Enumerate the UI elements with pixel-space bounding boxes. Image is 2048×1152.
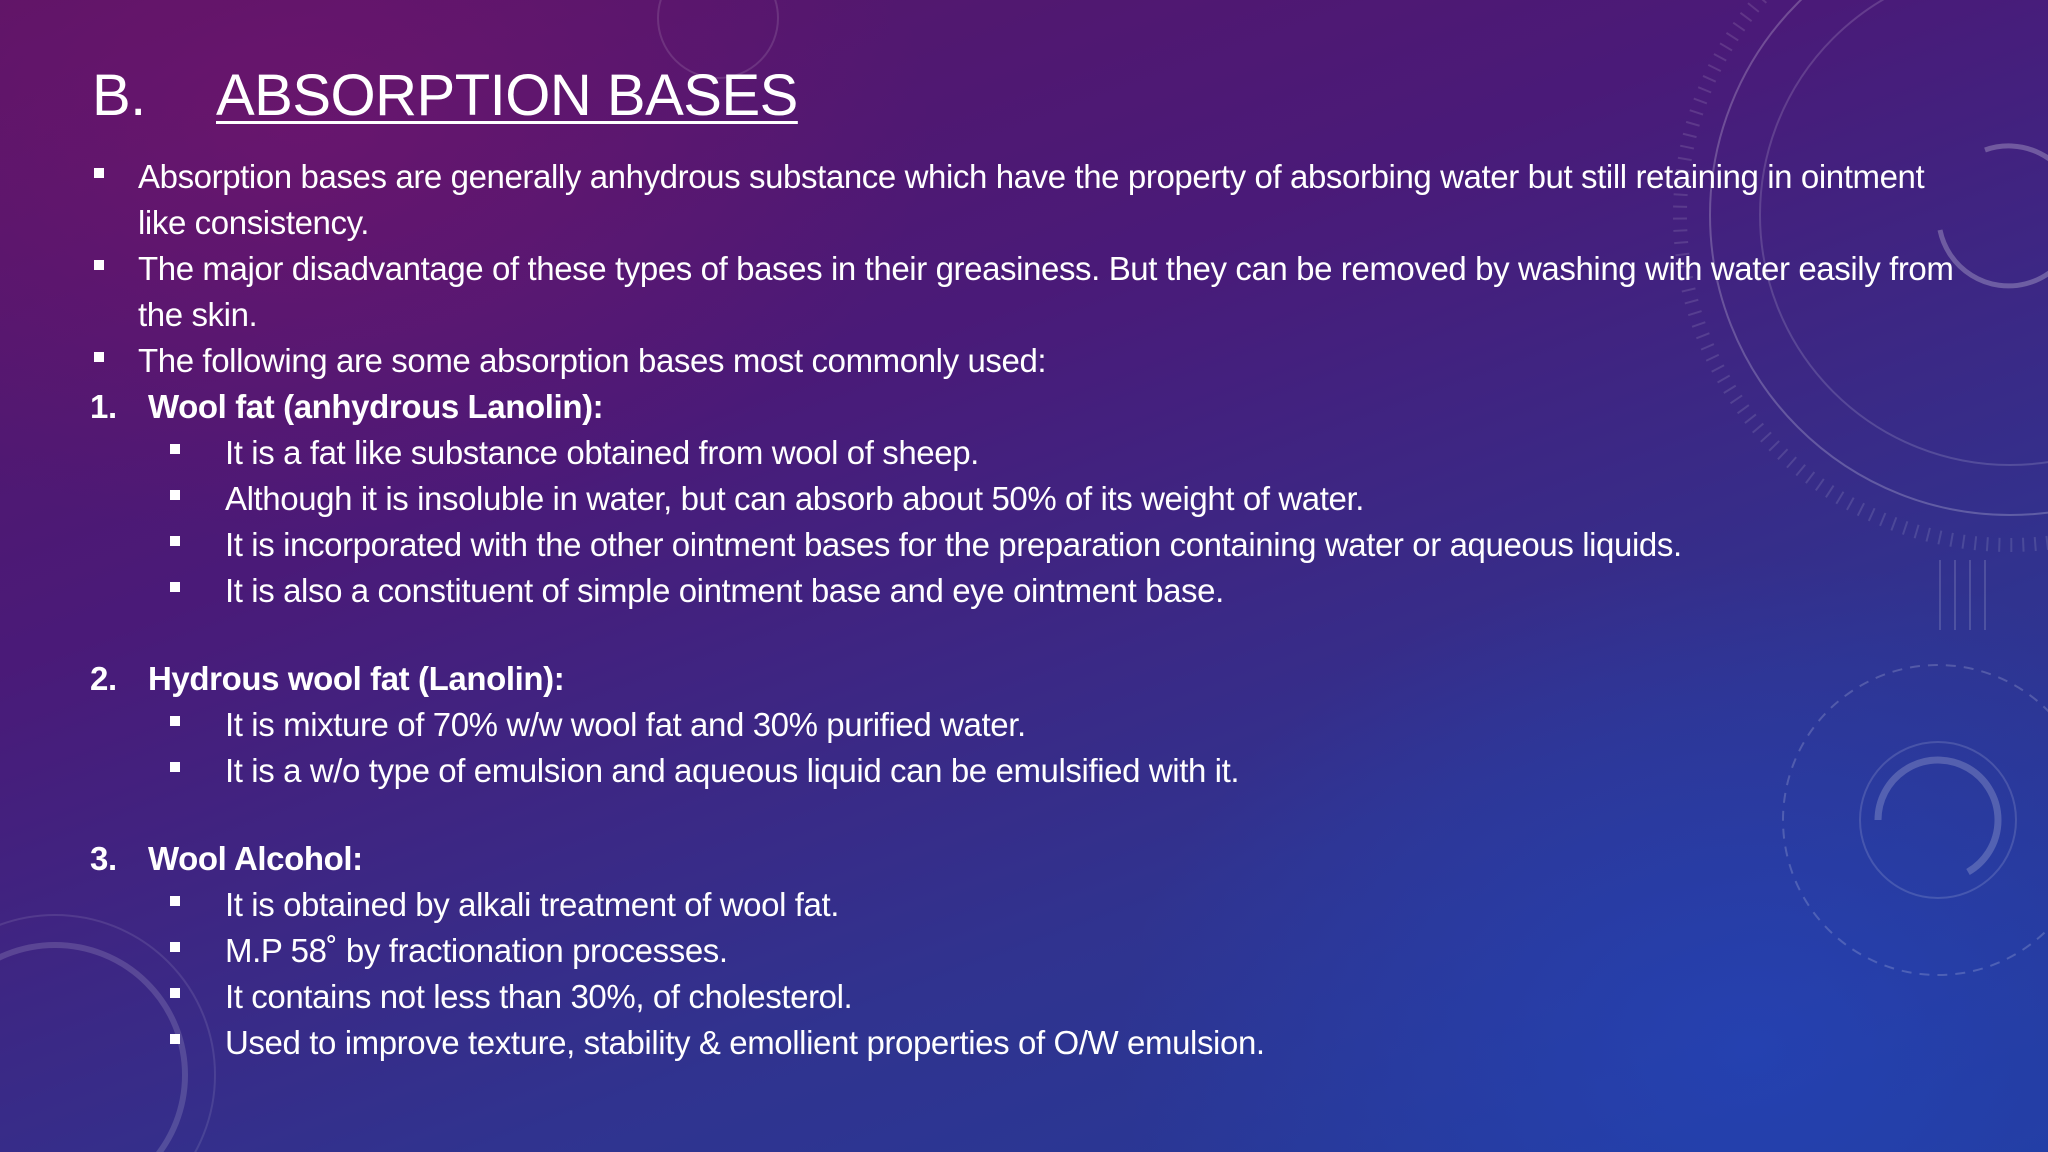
square-bullet-icon	[94, 168, 104, 178]
square-bullet-icon	[170, 582, 180, 592]
section-bullet	[90, 702, 1970, 748]
section-number: 3.	[90, 840, 117, 877]
square-bullet-icon	[170, 536, 180, 546]
square-bullet-icon	[170, 988, 180, 998]
section-bullet	[90, 748, 1970, 794]
title-text: ABSORPTION BASES	[216, 63, 798, 128]
square-bullet-icon	[170, 896, 180, 906]
section-bullet	[90, 882, 1970, 928]
section-heading	[90, 656, 1970, 702]
section-heading-text: Hydrous wool fat (Lanolin):	[148, 660, 565, 697]
section-bullet	[90, 430, 1970, 476]
section-heading-text: Wool fat (anhydrous Lanolin):	[148, 388, 604, 425]
section-heading	[90, 384, 1970, 430]
section-number: 2.	[90, 660, 117, 697]
section-bullet	[90, 568, 1970, 614]
section-bullet-text: It is mixture of 70% w/w wool fat and 30% purified water.	[225, 706, 1026, 743]
section-bullet	[90, 476, 1970, 522]
section-heading-text: Wool Alcohol:	[148, 840, 363, 877]
section-spacer	[90, 794, 1970, 836]
section-bullet	[90, 928, 1970, 974]
section-bullet-text: It contains not less than 30%, of cholesterol.	[225, 978, 853, 1015]
section-bullet	[90, 974, 1970, 1020]
square-bullet-icon	[170, 716, 180, 726]
slide-title	[92, 58, 798, 134]
section-bullet-text: It is obtained by alkali treatment of wool fat.	[225, 886, 840, 923]
square-bullet-icon	[94, 260, 104, 270]
section-bullet-text: It is also a constituent of simple ointment base and eye ointment base.	[225, 572, 1224, 609]
section-bullet-text: Used to improve texture, stability & emollient properties of O/W emulsion.	[225, 1024, 1265, 1061]
section-bullet	[90, 1020, 1970, 1066]
square-bullet-icon	[170, 1034, 180, 1044]
section-number: 1.	[90, 388, 117, 425]
square-bullet-icon	[170, 444, 180, 454]
intro-bullet	[90, 246, 1970, 338]
square-bullet-icon	[94, 352, 104, 362]
section-bullet-text: It is a w/o type of emulsion and aqueous liquid can be emulsified with it.	[225, 752, 1240, 789]
section-bullet-text: Although it is insoluble in water, but can absorb about 50% of its weight of water.	[225, 480, 1365, 517]
square-bullet-icon	[170, 490, 180, 500]
section-bullet-text: M.P 58˚ by fractionation processes.	[225, 932, 728, 969]
section-spacer	[90, 614, 1970, 656]
title-letter: B.	[92, 63, 146, 128]
section-bullet-text: It is a fat like substance obtained from wool of sheep.	[225, 434, 979, 471]
intro-bullet	[90, 338, 1970, 384]
slide-content	[90, 154, 1970, 1066]
intro-bullet-text: Absorption bases are generally anhydrous substance which have the property of absorbing water but still retaining in ointment like consistency.	[138, 158, 1925, 241]
intro-bullet-text: The major disadvantage of these types of bases in their greasiness. But they can be removed by washing with water easily from the skin.	[138, 250, 1954, 333]
square-bullet-icon	[170, 942, 180, 952]
intro-bullet-text: The following are some absorption bases most commonly used:	[138, 342, 1047, 379]
square-bullet-icon	[170, 762, 180, 772]
intro-bullet	[90, 154, 1970, 246]
section-bullet-text: It is incorporated with the other ointment bases for the preparation containing water or aqueous liquids.	[225, 526, 1682, 563]
section-bullet	[90, 522, 1970, 568]
section-heading	[90, 836, 1970, 882]
